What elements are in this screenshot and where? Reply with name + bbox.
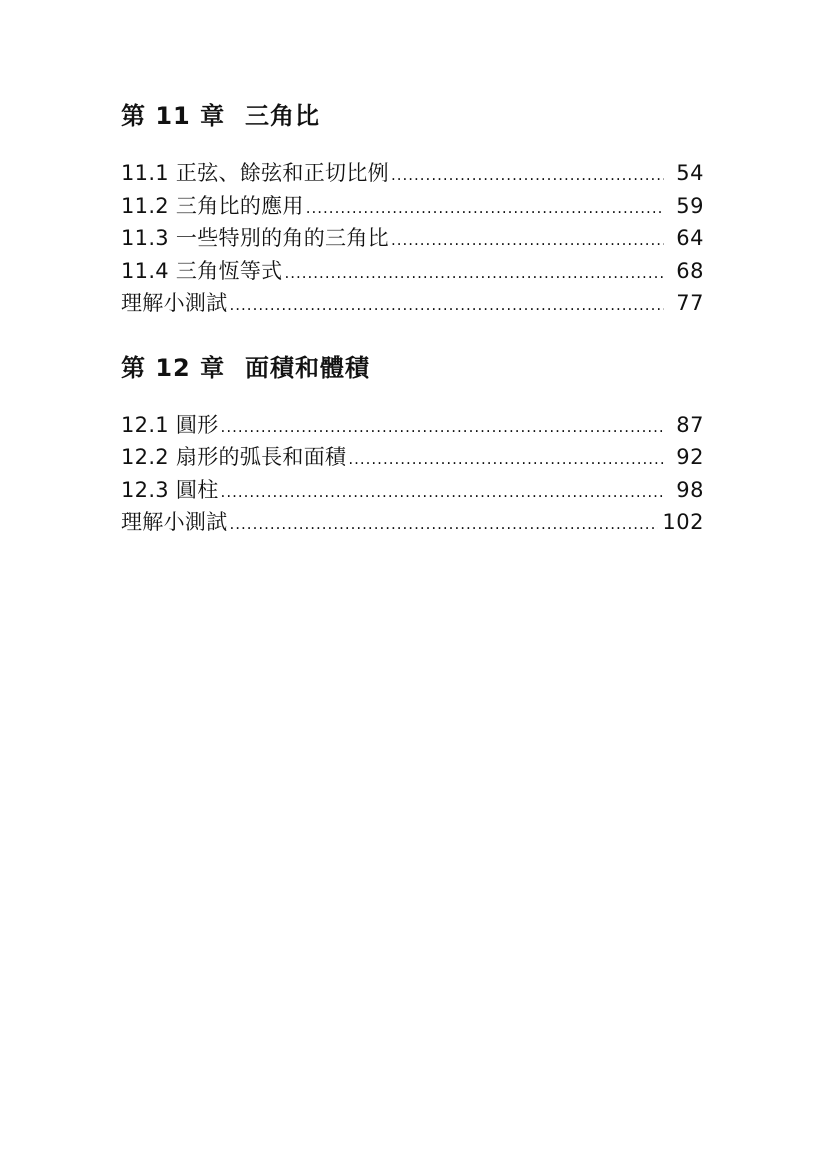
toc-entry[interactable] — [121, 474, 704, 507]
toc-entry[interactable] — [121, 506, 704, 539]
toc-entry[interactable] — [121, 409, 704, 442]
entry-page-number: 68 — [676, 258, 704, 283]
toc-entry[interactable] — [121, 441, 704, 474]
entry-page-number: 64 — [676, 226, 704, 250]
entry-label: 12.2 扇形的弧長和面積 — [121, 445, 347, 469]
dot-leader — [221, 476, 664, 509]
dot-leader — [391, 224, 664, 257]
toc-entry[interactable] — [121, 255, 704, 288]
dot-leader — [284, 257, 664, 290]
toc-entry[interactable] — [121, 190, 704, 223]
entry-label: 12.3 圓柱 — [121, 477, 219, 502]
chapter-entries — [121, 409, 704, 539]
toc-entry[interactable] — [121, 157, 704, 190]
entry-page-number: 87 — [676, 412, 704, 437]
entry-label: 11.4 三角恆等式 — [121, 258, 283, 283]
chapter-heading — [121, 96, 704, 140]
entry-label: 11.1 正弦、餘弦和正切比例 — [121, 161, 389, 185]
chapter-11 — [121, 96, 704, 320]
entry-label: 理解小測試 — [121, 510, 228, 534]
dot-leader — [306, 192, 664, 225]
entry-page-number: 92 — [676, 445, 704, 469]
chapter-title: 面積和體積 — [245, 353, 370, 382]
dot-leader — [230, 289, 665, 322]
chapter-heading — [121, 348, 704, 392]
entry-page-number: 77 — [676, 291, 704, 315]
chapter-number: 第 12 章 — [121, 353, 226, 382]
entry-page-number: 102 — [662, 510, 704, 534]
chapter-title: 三角比 — [245, 102, 320, 130]
dot-leader — [230, 508, 659, 541]
entry-page-number: 54 — [676, 161, 704, 185]
toc-entry[interactable] — [121, 222, 704, 255]
entry-page-number: 98 — [676, 477, 704, 502]
chapter-12 — [121, 348, 704, 539]
table-of-contents — [121, 96, 704, 539]
entry-page-number: 59 — [676, 193, 704, 218]
entry-label: 理解小測試 — [121, 291, 228, 315]
entry-label: 12.1 圓形 — [121, 412, 219, 437]
chapter-number: 第 11 章 — [121, 102, 226, 130]
dot-leader — [391, 159, 664, 192]
entry-label: 11.2 三角比的應用 — [121, 193, 304, 218]
dot-leader — [221, 411, 664, 444]
dot-leader — [348, 443, 664, 476]
toc-entry[interactable] — [121, 287, 704, 320]
chapter-entries — [121, 157, 704, 320]
entry-label: 11.3 一些特別的角的三角比 — [121, 226, 389, 250]
